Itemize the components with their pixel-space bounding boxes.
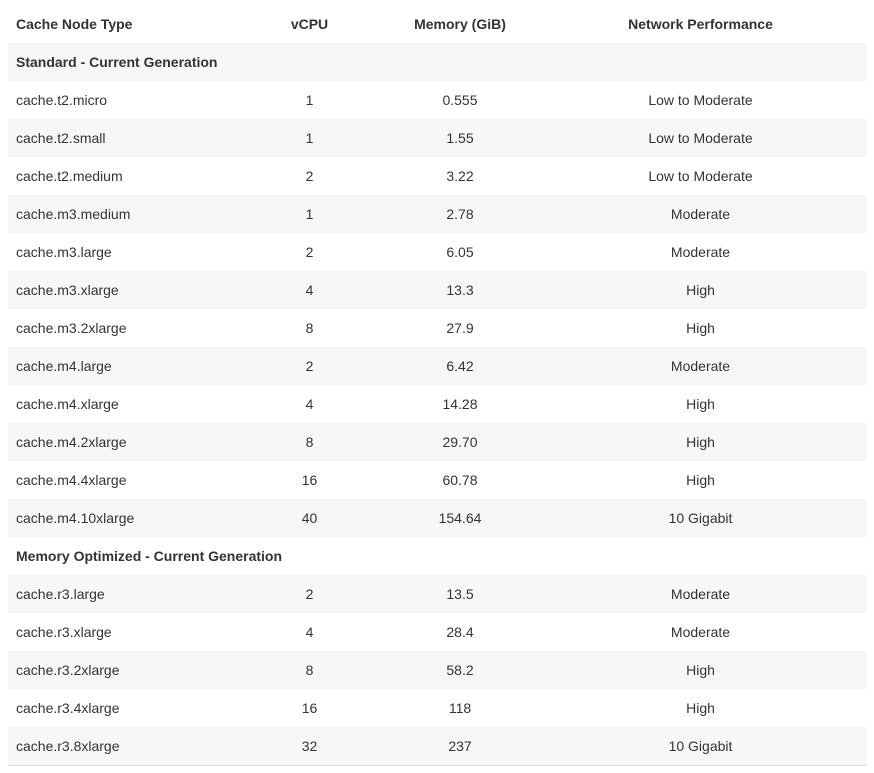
cell-memory: 3.22 <box>446 168 474 184</box>
table-row <box>8 347 867 385</box>
cell-vcpu: 40 <box>233 499 386 537</box>
cell-network: Low to Moderate <box>648 168 753 184</box>
cell-network: High <box>534 423 867 461</box>
table-row <box>8 81 867 119</box>
cell-vcpu: 8 <box>305 320 314 336</box>
cell-memory: 29.70 <box>386 423 534 461</box>
cell-node-type: cache.m4.large <box>8 347 233 385</box>
cell-memory: 58.2 <box>386 651 534 689</box>
cell-memory: 237 <box>386 727 534 766</box>
cell-memory: 13.5 <box>386 575 534 613</box>
cell-network: High <box>534 271 867 309</box>
cache-node-table-container <box>8 5 867 766</box>
cell-vcpu: 8 <box>233 651 386 689</box>
cell-vcpu: 2 <box>233 575 386 613</box>
cell-memory: 28.4 <box>446 624 474 640</box>
cell-network: Moderate <box>534 347 867 385</box>
table-row <box>8 461 867 499</box>
section-header-row <box>8 537 867 575</box>
cell-node-type: cache.r3.2xlarge <box>8 651 233 689</box>
cell-network: High <box>686 700 715 716</box>
cell-memory: 14.28 <box>442 396 478 412</box>
cell-vcpu: 32 <box>233 727 386 766</box>
table-row <box>8 157 867 195</box>
cell-node-type: cache.m4.10xlarge <box>8 499 233 537</box>
cell-vcpu: 2 <box>305 244 314 260</box>
cell-network: Low to Moderate <box>648 92 753 108</box>
cell-memory: 13.3 <box>386 271 534 309</box>
cell-vcpu: 2 <box>305 168 314 184</box>
table-row <box>8 309 867 347</box>
cell-node-type: cache.m4.xlarge <box>16 396 119 412</box>
cell-node-type: cache.m4.2xlarge <box>8 423 233 461</box>
header-network-performance: Network Performance <box>628 16 773 32</box>
cell-memory: 6.42 <box>386 347 534 385</box>
table-row <box>8 423 867 461</box>
cell-network: Moderate <box>670 624 731 640</box>
cell-memory: 1.55 <box>386 119 534 157</box>
table-row <box>8 613 867 651</box>
cell-network: 10 Gigabit <box>534 727 867 766</box>
cell-vcpu: 1 <box>305 92 314 108</box>
table-row <box>8 651 867 689</box>
cell-network: High <box>686 472 715 488</box>
cell-node-type: cache.r3.large <box>8 575 233 613</box>
cell-node-type: cache.m3.xlarge <box>8 271 233 309</box>
cell-vcpu: 4 <box>305 624 314 640</box>
cell-vcpu: 1 <box>233 195 386 233</box>
cell-memory: 2.78 <box>386 195 534 233</box>
cell-network: Low to Moderate <box>534 119 867 157</box>
header-cache-node-type: Cache Node Type <box>16 16 133 32</box>
cell-vcpu: 16 <box>301 472 318 488</box>
table-row <box>8 499 867 537</box>
table-row <box>8 689 867 727</box>
cell-vcpu: 4 <box>233 271 386 309</box>
cell-node-type: cache.t2.micro <box>16 92 108 108</box>
cell-network: High <box>686 320 715 336</box>
cell-network: 10 Gigabit <box>534 499 867 537</box>
cell-node-type: cache.t2.medium <box>16 168 123 184</box>
cell-memory: 154.64 <box>386 499 534 537</box>
cell-network: Moderate <box>534 575 867 613</box>
cell-node-type: cache.r3.8xlarge <box>8 727 233 766</box>
cell-node-type: cache.m3.large <box>16 244 112 260</box>
section-title: Memory Optimized - Current Generation <box>16 548 283 564</box>
cell-node-type: cache.m3.medium <box>8 195 233 233</box>
table-row <box>8 195 867 233</box>
cell-node-type: cache.r3.4xlarge <box>16 700 120 716</box>
cell-vcpu: 8 <box>233 423 386 461</box>
cell-network: High <box>686 396 715 412</box>
table-header-row <box>8 5 867 43</box>
cell-vcpu: 1 <box>233 119 386 157</box>
table-row <box>8 575 867 613</box>
table-row <box>8 271 867 309</box>
cell-node-type: cache.m3.2xlarge <box>16 320 127 336</box>
section-title: Standard - Current Generation <box>8 43 867 81</box>
cache-node-table <box>8 5 867 766</box>
cell-network: Moderate <box>670 244 731 260</box>
cell-node-type: cache.m4.4xlarge <box>16 472 127 488</box>
section-header-row <box>8 43 867 81</box>
cell-node-type: cache.r3.xlarge <box>16 624 112 640</box>
cell-vcpu: 16 <box>301 700 318 716</box>
header-vcpu: vCPU <box>290 16 329 32</box>
header-memory: Memory (GiB) <box>414 16 506 32</box>
cell-memory: 0.555 <box>442 92 478 108</box>
cell-memory: 6.05 <box>446 244 474 260</box>
cell-vcpu: 4 <box>305 396 314 412</box>
table-row <box>8 119 867 157</box>
cell-vcpu: 2 <box>233 347 386 385</box>
cell-memory: 27.9 <box>446 320 474 336</box>
cell-memory: 118 <box>448 700 472 716</box>
table-row <box>8 727 867 766</box>
cell-network: High <box>534 651 867 689</box>
table-row <box>8 385 867 423</box>
cell-memory: 60.78 <box>442 472 478 488</box>
table-row <box>8 233 867 271</box>
cell-network: Moderate <box>534 195 867 233</box>
cell-node-type: cache.t2.small <box>8 119 233 157</box>
